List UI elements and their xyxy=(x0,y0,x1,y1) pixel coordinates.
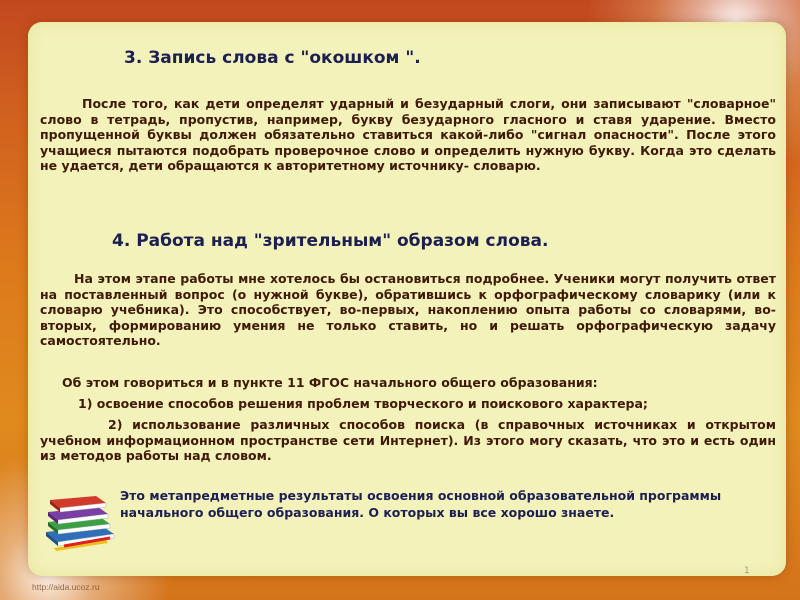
list-item-1: 1) освоение способов решения проблем творческого и поискового характера; xyxy=(78,396,648,411)
page-number: 1 xyxy=(744,566,750,576)
source-url: http://aida.ucoz.ru xyxy=(32,582,100,592)
heading-section-3: 3. Запись слова с "окошком ". xyxy=(124,48,421,68)
paragraph-window-writing: После того, как дети определят ударный и безударный слоги, они записывают "словарное" слово в тетрадь, пропустив, например, букву безударного гласного и ставя ударение. Вместо пропущенной буквы должен обязательно ставиться какой-либо "сигнал опасности". После этого учащиеся пытаются подобрать проверочное слово и определить нужную букву. Когда это сделать не удается, дети обращаются к авторитетному источнику- словарю. xyxy=(40,96,776,174)
books-icon xyxy=(40,488,120,554)
list-item-2: 2) использование различных способов поиска (в справочных источниках и открытом учебном информационном пространстве сети Интернет). Из этого могу сказать, что это и есть один из методов работы над словом. xyxy=(40,417,776,464)
paragraph-conclusion: Это метапредметные результаты освоения основной образовательной программы начального общего образования. О которых вы все хорошо знаете. xyxy=(120,488,722,520)
paragraph-visual-image: На этом этапе работы мне хотелось бы остановиться подробнее. Ученики могут получить ответ на поставленный вопрос (о нужной букве), обратившись к орфографическому словарику (или к словарю учебника). Это способствует, во-первых, накоплению опыта работы со словарями, во-вторых, формированию умения не только ставить, но и решать орфографическую задачу самостоятельно. xyxy=(40,271,776,349)
paragraph-fgos: Об этом говориться и в пункте 11 ФГОС начального общего образования: xyxy=(62,375,598,390)
heading-section-4: 4. Работа над "зрительным" образом слова. xyxy=(112,231,549,251)
